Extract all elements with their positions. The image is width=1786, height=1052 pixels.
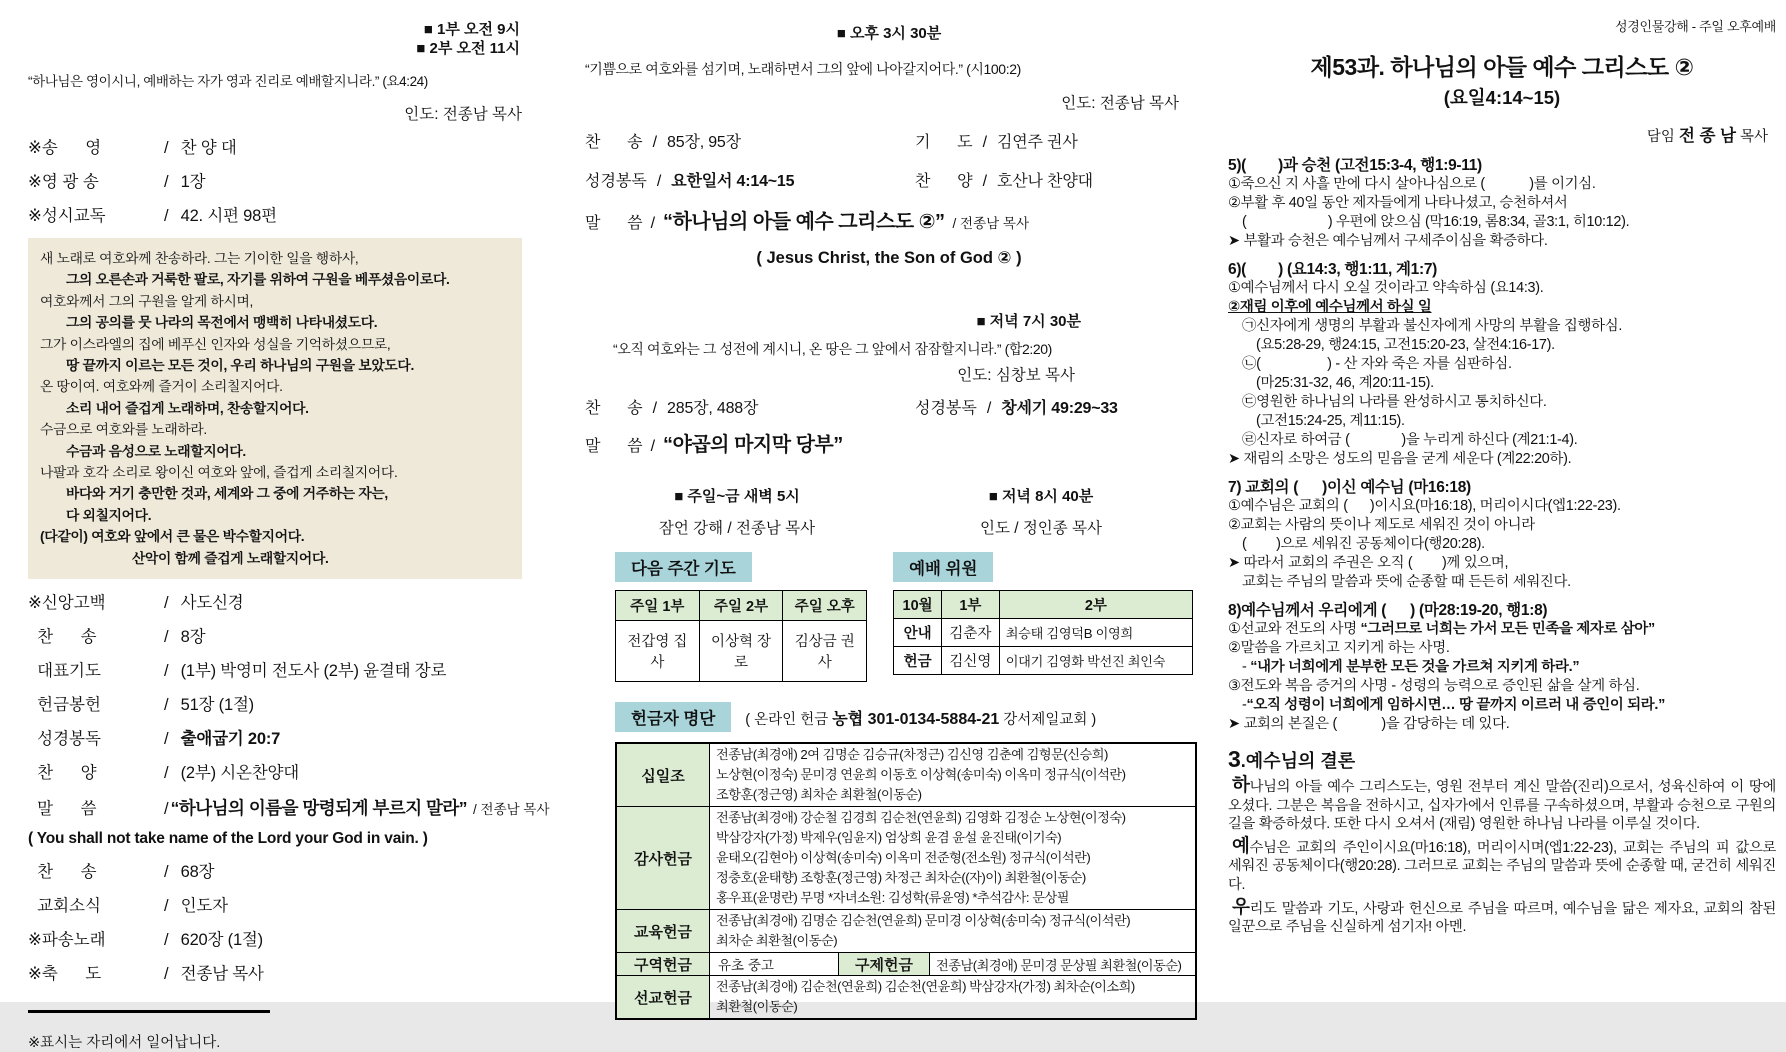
evening-verse: “오직 여호와는 그 성전에 계시니, 온 땅은 그 앞에서 잠잠할지니라.” (합2:20): [613, 341, 1052, 357]
relief-offering-names: 전종남(최경애) 문미경 문상필 최환철(이동순): [936, 957, 1182, 973]
pastor-role: 담임: [1646, 129, 1679, 145]
item-separator: /: [652, 400, 658, 417]
order-of-worship-top: [28, 134, 522, 226]
order-item-separator: /: [164, 628, 169, 647]
outline-line: [1228, 279, 1776, 298]
item-separator: /: [656, 173, 662, 190]
conclusion-title: .예수님의 결론: [1240, 751, 1356, 771]
outline-line-text: ③전도와 복음 증거의 사명 - 성령의 능력으로 증인된 삶을 살게 하심.: [1228, 678, 1640, 694]
psalm-line: 바다와 거기 충만한 것과, 세계와 그 중에 거주하는 자는,: [66, 486, 388, 502]
header-cell: 주일 2부: [699, 591, 783, 621]
outline-line: [1228, 450, 1776, 469]
outline-line: [1228, 497, 1776, 516]
order-item: [28, 691, 522, 715]
offering-category-label: 교육헌금: [617, 910, 710, 952]
conclusion-number: 3: [1228, 746, 1241, 772]
service-time-2: ■ 2부 오전 11시: [416, 40, 520, 57]
psalm-line: 다 외칠지어다.: [66, 507, 152, 523]
outline-line: [1228, 677, 1776, 696]
afternoon-order-row-2: [585, 168, 1193, 191]
paragraph-text: 수님은 교회의 주인이시요(마16:18), 머리이시며(엡1:22-23), 교회는 주님의 피 값으로 세워진 공동체이다(행20:28). 그러므로 교회는 주님의 말씀과 뜻에 순종할 때, 굳건히 세워진다.: [1228, 839, 1777, 893]
order-item-label: ※신앙고백: [28, 594, 106, 613]
table-cell: 김상금 권사: [783, 621, 867, 682]
outline-line-text: (마25:31-32, 46, 계20:11-15).: [1256, 375, 1434, 391]
order-item-label: ※영 광 송: [28, 173, 99, 191]
call-to-worship-verse: “하나님은 영이시니, 예배하는 자가 영과 진리로 예배할지니라.” (요4:24): [28, 74, 428, 89]
outline-line: [1228, 658, 1776, 677]
paragraph-lead-char: 하: [1232, 774, 1250, 795]
order-item-separator: /: [164, 863, 169, 882]
order-item: [28, 858, 522, 882]
relief-offering-label: 구제헌금: [839, 953, 930, 975]
lesson-title: 제53과. 하나님의 아들 예수 그리스도 ②: [1310, 54, 1694, 80]
table-header-row: [894, 591, 1193, 619]
header-cell: 주일 오후: [783, 591, 867, 621]
scripture-item: [585, 168, 915, 191]
outline-line: [1228, 516, 1776, 535]
offering-names-line: 최환철(이동순): [716, 999, 798, 1014]
night-service-time: ■ 저녁 8시 40분: [988, 488, 1094, 505]
scripture-item: [915, 395, 1118, 418]
table-row: [894, 647, 1193, 675]
table-cell: 전갑영 집사: [616, 621, 700, 682]
daily-service-leaders-row: [585, 516, 1193, 538]
order-item: [28, 623, 522, 647]
order-item-value: (2부) 시온찬양대: [180, 764, 299, 783]
outline-line-text: ②교회는 사람의 뜻이나 제도로 세워진 것이 아니라: [1228, 517, 1535, 533]
offering-names-line: 조항훈(정근영) 최차순 최환철(이동순): [716, 787, 922, 802]
order-item: [28, 589, 522, 613]
next-week-prayer-block: [615, 552, 867, 682]
sermon-preacher: / 전종남 목사: [952, 216, 1030, 231]
worship-committee-block: [893, 552, 1193, 675]
note-text: ( 온라인 헌금: [745, 711, 833, 728]
offering-names: [710, 976, 1195, 1018]
offering-names-line: 전종남(최경애) 김순천(연윤희) 김순천(연윤희) 박삼강자(가정) 최차순(이소희): [716, 979, 1135, 994]
outline-line-text: -: [1242, 697, 1247, 713]
note-text: 강서제일교회 ): [999, 711, 1097, 728]
outline-line: [1228, 412, 1776, 431]
bank-account: 농협 301-0134-5884-21: [832, 710, 1000, 728]
order-item-value: 찬 양 대: [180, 139, 237, 157]
conclusion-paragraph: [1228, 834, 1777, 895]
offering-names-line: 노상현(이정숙) 문미경 연윤희 이동호 이상혁(송미숙) 이옥미 정규식(이석란): [716, 767, 1126, 782]
outline-line-text: ②말씀을 가르치고 지키게 하는 사명.: [1228, 640, 1450, 656]
evening-order-row: [585, 395, 1193, 418]
order-item-separator: /: [164, 965, 169, 984]
offering-names-line: 정충호(윤태향) 조항훈(정근영) 차정근 최차순((자)이) 최환철(이동순): [716, 870, 1086, 885]
order-item-value: 620장 (1절): [180, 931, 263, 950]
item-label: 찬 송: [585, 400, 643, 417]
outline-line: [1228, 213, 1776, 232]
offering-names: [710, 910, 1195, 952]
order-item-value: 인도자: [180, 897, 228, 916]
outline-line-text: ㉡( ) - 산 자와 죽은 자를 심판하심.: [1242, 356, 1512, 372]
outline-line-text: ①선교와 전도의 사명: [1228, 621, 1361, 637]
psalm-line: 온 땅이여. 여호와께 즐거이 소리칠지어다.: [40, 379, 283, 395]
sermon-separator: /: [164, 800, 169, 819]
lesson-scripture-ref: (요일4:14~15): [1443, 87, 1561, 108]
sermon-label: 말 씀: [585, 438, 643, 455]
table-cell: 김춘자: [942, 619, 1000, 647]
order-item-separator: /: [164, 897, 169, 916]
responsive-reading-box: [28, 238, 522, 579]
item-value: 김연주 권사: [997, 134, 1078, 151]
offering-names-line: 박삼강자(가정) 박제우(임윤지) 엄상희 윤겸 윤설 윤진태(이기숙): [716, 830, 1062, 845]
outline-line-emphasis: “내가 너희에게 분부한 모든 것을 가르쳐 지키게 하라.”: [1250, 659, 1580, 675]
sermon-row: [28, 795, 550, 820]
outline-line: [1228, 156, 1776, 175]
order-item-separator: /: [164, 662, 169, 681]
conclusion-paragraph: [1228, 776, 1776, 834]
order-item-label: 찬 송: [28, 628, 97, 647]
order-item: [28, 725, 522, 749]
order-item-separator: /: [164, 730, 169, 749]
outline-line-text: -: [1242, 659, 1251, 675]
sermon-label: 말 씀: [585, 215, 643, 232]
outline-line: [1228, 535, 1776, 554]
outline-line-emphasis: 7) 교회의 ( )이신 예수님 (마16:18): [1228, 479, 1471, 496]
outline-line-text: ①예수님은 교회의 ( )이시요(마16:18), 머리이시다(엡1:22-23).: [1228, 498, 1621, 514]
outline-line-emphasis: “그러므로 너희는 가서 모든 민족을 제자로 삼아”: [1360, 621, 1655, 637]
psalm-line: 여호와께서 그의 구원을 알게 하시며,: [40, 293, 254, 309]
prayer-item: [915, 129, 1078, 152]
psalm-line: 수금으로 여호와를 노래하라.: [40, 422, 207, 438]
order-item-label: 헌금봉헌: [28, 696, 101, 715]
offering-names-line: 전종남(최경애) 김명순 김순천(연윤희) 문미경 이상혁(송미숙) 정규식(이석란): [716, 913, 1131, 928]
outline-line: [1228, 431, 1776, 450]
offering-names-line: 전종남(최경애) 2여 김명순 김승규(차정근) 김신영 김춘예 김형문(신승희): [716, 747, 1108, 762]
order-item-separator: /: [164, 594, 169, 613]
psalm-line: 수금과 음성으로 노래할지어다.: [66, 443, 246, 459]
order-item-label: ※파송노래: [28, 931, 106, 950]
outline-line: [1228, 554, 1776, 573]
offering-names-line: 홍우표(윤명란) 무명 *자녀소원: 김성학(류윤영) *추석감사: 문상필: [716, 890, 1069, 905]
outline-line-emphasis: ②재림 이후에 예수님께서 하실 일: [1228, 299, 1432, 315]
worship-leader: 인도: 전종남 목사: [404, 106, 522, 123]
district-offering-value: 유초 중고: [710, 953, 839, 975]
outline-line-text: ( ) 우편에 앉으심 (막16:19, 롬8:34, 골3:1, 히10:12).: [1242, 214, 1630, 230]
offering-table: [615, 742, 1197, 1020]
outline-line: [1228, 232, 1776, 251]
hymn-item: [585, 395, 915, 418]
sermon-subtitle-english: ( You shall not take name of the Lord your God in vain. ): [28, 830, 428, 848]
outline-line-emphasis: 8)예수님께서 우리에게 ( ) (마28:19-20, 행1:8): [1228, 602, 1548, 619]
service-time-1: ■ 1부 오전 9시: [423, 21, 520, 38]
evening-leader: 인도: 심창보 목사: [957, 367, 1075, 384]
order-item-label: ※축 도: [28, 965, 102, 984]
offering-names-line: 전종남(최경애) 강순철 김경희 김순천(연윤희) 김영화 김정순 노상현(이정숙): [716, 810, 1126, 825]
outline-line: [1228, 374, 1776, 393]
table-cell: 이대기 김영화 박선진 최인숙: [999, 647, 1192, 675]
outline-line: [1228, 336, 1776, 355]
offering-names: [710, 807, 1195, 909]
offering-row-tithe: [617, 744, 1195, 806]
item-separator: /: [982, 173, 988, 190]
outline-line: [1228, 298, 1776, 317]
afternoon-order-row-1: [585, 129, 1193, 152]
item-value: 요한일서 4:14~15: [671, 173, 795, 190]
order-item-label: 성경봉독: [28, 730, 101, 749]
outline-line-emphasis: 5)( )과 승천 (고전15:3-4, 행1:9-11): [1228, 157, 1482, 174]
order-item-separator: /: [164, 764, 169, 783]
outline-line-emphasis: 6)( ) (요14:3, 행1:11, 계1:7): [1228, 261, 1438, 278]
order-item-separator: /: [164, 173, 169, 191]
afternoon-leader: 인도: 전종남 목사: [1061, 95, 1179, 112]
paragraph-lead-char: 우: [1232, 895, 1250, 917]
outline-line-text: 교회는 주님의 말씀과 뜻에 순종할 때 든든히 세워진다.: [1242, 574, 1571, 590]
worship-committee-title: 예배 위원: [893, 552, 993, 582]
conclusion-heading: [1228, 746, 1776, 773]
sermon-title: “야곱의 마지막 당부”: [663, 434, 843, 456]
item-value: 창세기 49:29~33: [1001, 400, 1118, 417]
outline-line-text: ㉠신자에게 생명의 부활과 불신자에게 사망의 부활을 집행하심.: [1242, 318, 1623, 334]
sermon-title: “하나님의 이름을 망령되게 부르지 말라”: [170, 798, 468, 819]
lesson-pastor: [1228, 122, 1776, 146]
outline-line-text: (요5:28-29, 행24:15, 고전15:20-23, 살전4:16-17).: [1256, 337, 1555, 353]
pastor-title: 목사: [1735, 129, 1768, 145]
offering-names-line: 윤태오(김현아) 이상혁(송미숙) 이옥미 전준형(전소원) 정규식(이석란): [716, 850, 1091, 865]
table-cell: 김신영: [942, 647, 1000, 675]
order-item-value: 1장: [180, 173, 206, 191]
order-item: [28, 168, 522, 192]
conclusion-paragraphs: [1228, 776, 1776, 937]
afternoon-evening-section: [585, 22, 1193, 1020]
order-item-value: (1부) 박영미 전도사 (2부) 윤결태 장로: [180, 662, 447, 681]
item-value: 285장, 488장: [667, 400, 759, 417]
evening-service-time: ■ 저녁 7시 30분: [976, 313, 1081, 330]
header-cell: 1부: [942, 591, 1000, 619]
worship-committee-table: [893, 590, 1193, 675]
outline-line: [1228, 393, 1776, 412]
paragraph-text: 리도 말씀과 기도, 사랑과 헌신으로 주님을 따르며, 예수님을 닮은 제자요, 교회의 참된 일꾼으로 주님을 신실하게 섬기자! 아멘.: [1228, 900, 1776, 936]
offering-row-education: [617, 909, 1195, 952]
paragraph-text: 나님의 아들 예수 그리스도는, 영원 전부터 계신 말씀(진리)으로서, 성육신하여 이 땅에 오셨다. 그분은 복음을 전하시고, 십자가에서 인류를 구속하셨으며, 부활과 승천으로 구원의 길을 확증하셨다. 또한 다시 오셔서 (재림) 영원한 하나님 나라를 이루실 것이다.: [1228, 779, 1776, 833]
outline-line: [1228, 478, 1776, 497]
order-item: [28, 202, 522, 226]
stand-up-footnote: ※표시는 자리에서 일어납니다.: [28, 1035, 221, 1052]
item-label: 성경봉독: [915, 400, 977, 417]
order-item-label: ※송 영: [28, 139, 102, 157]
order-item-label: ※성시교독: [28, 207, 106, 225]
header-cell: 2부: [999, 591, 1192, 619]
order-item-value: 출애굽기 20:7: [180, 730, 281, 749]
outline-line-text: ( )으로 세워진 공동체이다(행20:28).: [1242, 536, 1485, 552]
afternoon-sermon-subtitle: ( Jesus Christ, the Son of God ② ): [756, 249, 1022, 267]
psalm-line: 그의 공의를 뭇 나라의 목전에서 맹백히 나타내셨도다.: [66, 315, 378, 331]
outline-line: [1228, 696, 1776, 715]
next-week-prayer-table: [615, 590, 867, 682]
order-item-separator: /: [164, 931, 169, 950]
outline-line: [1228, 260, 1776, 279]
outline-line-text: (고전15:24-25, 계11:15).: [1256, 413, 1405, 429]
offering-list-title: 헌금자 명단: [615, 702, 731, 732]
afternoon-verse: “기쁨으로 여호와를 섬기며, 노래하면서 그의 앞에 나아갈지어다.” (시100:2): [585, 61, 1021, 77]
order-item-value: 전종남 목사: [180, 965, 264, 984]
item-separator: /: [652, 134, 658, 151]
morning-worship-section: [28, 20, 550, 1052]
psalm-line: 그의 오른손과 거룩한 팔로, 자기를 위하여 구원을 베푸셨음이로다.: [66, 272, 450, 288]
table-cell: 최승태 김영덕B 이영희: [999, 619, 1192, 647]
order-item-label: 찬 송: [28, 863, 97, 882]
outline-line-emphasis: “오직 성령이 너희에게 임하시면… 땅 끝까지 이르러 내 증인이 되라.”: [1246, 697, 1666, 713]
psalm-line: 산악이 함께 즐겁게 노래할지어다.: [132, 550, 329, 566]
service-times: [28, 20, 522, 58]
outline-line-text: ➤ 재림의 소망은 성도의 믿음을 굳게 세운다 (계22:20하).: [1228, 451, 1572, 467]
offering-row-thanksgiving: [617, 806, 1195, 909]
afternoon-service-time: ■ 오후 3시 30분: [836, 25, 942, 42]
evening-sermon-row: [585, 428, 1193, 457]
dawn-service-time: ■ 주일~금 새벽 5시: [674, 488, 800, 505]
offering-row-mission: [617, 975, 1195, 1018]
outline-line-text: ①죽으신 지 사흘 만에 다시 살아나심으로 ( )를 이기심.: [1228, 176, 1596, 192]
order-item-separator: /: [164, 139, 169, 157]
psalm-line: (다같이) 여호와 앞에서 큰 물은 박수할지어다.: [40, 529, 305, 545]
order-item-label: 찬 양: [28, 764, 97, 783]
order-of-worship-middle: [28, 589, 522, 783]
offering-names: [710, 744, 1195, 806]
hymn-item: [585, 129, 915, 152]
offering-list-header: [615, 702, 1193, 732]
afternoon-sermon-row: [585, 205, 1193, 234]
order-item-value: 8장: [180, 628, 206, 647]
outline-line: [1228, 355, 1776, 374]
outline-line: [1228, 175, 1776, 194]
sermon-title: “하나님의 아들 예수 그리스도 ②”: [663, 211, 945, 233]
row-label-cell: 안내: [894, 619, 942, 647]
table-row: [894, 619, 1193, 647]
daily-service-times-row: [585, 485, 1193, 506]
pastor-name: 전 종 남: [1678, 127, 1736, 145]
outline-line-text: ➤ 따라서 교회의 주권은 오직 ( )께 있으며,: [1228, 555, 1509, 571]
order-item: [28, 134, 522, 158]
table-row: [616, 621, 867, 682]
bible-study-section: [1228, 16, 1776, 937]
online-offering-note: [745, 706, 1096, 729]
order-item-value: 68장: [180, 863, 215, 882]
psalm-line: 그가 이스라엘의 집에 베푸신 인자와 성실을 기억하셨으므로,: [40, 336, 391, 352]
header-cell: 10월: [894, 591, 942, 619]
sermon-label: 말 씀: [28, 800, 97, 819]
outline-line-text: ➤ 교회의 본질은 ( )을 감당하는 데 있다.: [1228, 716, 1510, 732]
order-item-label: 대표기도: [28, 662, 101, 681]
table-cell: 이상혁 장로: [699, 621, 783, 682]
offering-row-district-relief: [617, 952, 1195, 975]
offering-category-label: 선교헌금: [617, 976, 710, 1018]
offering-category-label: 구역헌금: [617, 953, 710, 975]
outline-line: [1228, 601, 1776, 620]
order-item: [28, 759, 522, 783]
item-separator: /: [986, 400, 992, 417]
order-of-worship-end: [28, 858, 522, 984]
table-header-row: [616, 591, 867, 621]
psalm-line: 나팔과 호각 소리로 왕이신 여호와 앞에, 즐겁게 소리칠지어다.: [40, 465, 398, 481]
lesson-outline: [1228, 156, 1776, 734]
outline-line-text: ㉢영원한 하나님의 나라를 완성하시고 통치하신다.: [1242, 394, 1547, 410]
offering-names-line: 최차순 최환철(이동순): [716, 933, 838, 948]
outline-line: [1228, 194, 1776, 213]
outline-line: [1228, 715, 1776, 734]
order-item-value: 사도신경: [180, 594, 244, 613]
sermon-separator: /: [650, 438, 656, 455]
dawn-service-desc: 잠언 강해 / 전종남 목사: [658, 520, 816, 537]
night-service-leader: 인도 / 정인종 목사: [979, 520, 1103, 537]
order-item-separator: /: [164, 207, 169, 225]
choir-item: [915, 168, 1093, 191]
next-week-prayer-title: 다음 주간 기도: [615, 552, 752, 582]
study-series-tag: 성경인물강해 - 주일 오후예배: [1614, 19, 1776, 34]
outline-line-text: ①예수님께서 다시 오실 것이라고 약속하심 (요14:3).: [1228, 280, 1544, 296]
order-item-value: 51장 (1절): [180, 696, 254, 715]
row-label-cell: 헌금: [894, 647, 942, 675]
tables-row: [615, 552, 1193, 682]
psalm-line: 땅 끝까지 이르는 모든 것이, 우리 하나님의 구원을 보았도다.: [66, 358, 414, 374]
item-value: 호산나 찬양대: [997, 173, 1093, 190]
item-label: 성경봉독: [585, 173, 647, 190]
paragraph-lead-char: 예: [1232, 834, 1250, 856]
order-item: [28, 892, 522, 916]
conclusion-paragraph: [1228, 895, 1776, 937]
item-label: 기 도: [915, 134, 973, 151]
order-item: [28, 926, 522, 950]
outline-line-text: ㉣신자로 하여금 ( )을 누리게 하신다 (계21:1-4).: [1242, 432, 1578, 448]
psalm-line: 소리 내어 즐겁게 노래하며, 찬송할지어다.: [66, 400, 309, 416]
offering-category-label: 십일조: [617, 744, 710, 806]
outline-line: [1228, 639, 1776, 658]
outline-line: [1228, 620, 1776, 639]
item-value: 85장, 95장: [667, 134, 741, 151]
outline-line-text: ➤ 부활과 승천은 예수님께서 구세주이심을 확증하다.: [1228, 233, 1548, 249]
order-item-label: 교회소식: [28, 897, 101, 916]
order-item-value: 42. 시편 98편: [180, 207, 277, 225]
sermon-preacher: / 전종남 목사: [473, 802, 550, 818]
sermon-separator: /: [650, 215, 656, 232]
order-item: [28, 657, 522, 681]
outline-line-text: ②부활 후 40일 동안 제자들에게 나타나셨고, 승천하셔서: [1228, 195, 1568, 211]
header-cell: 주일 1부: [616, 591, 700, 621]
footer-divider: [28, 1010, 270, 1013]
item-label: 찬 양: [915, 173, 973, 190]
order-item: [28, 960, 522, 984]
psalm-line: 새 노래로 여호와께 찬송하라. 그는 기이한 일을 행하사,: [40, 251, 359, 266]
item-separator: /: [982, 134, 988, 151]
offering-category-label: 감사헌금: [617, 807, 710, 909]
order-item-separator: /: [164, 696, 169, 715]
outline-line: [1228, 317, 1776, 336]
outline-line: [1228, 573, 1776, 592]
item-label: 찬 송: [585, 134, 643, 151]
